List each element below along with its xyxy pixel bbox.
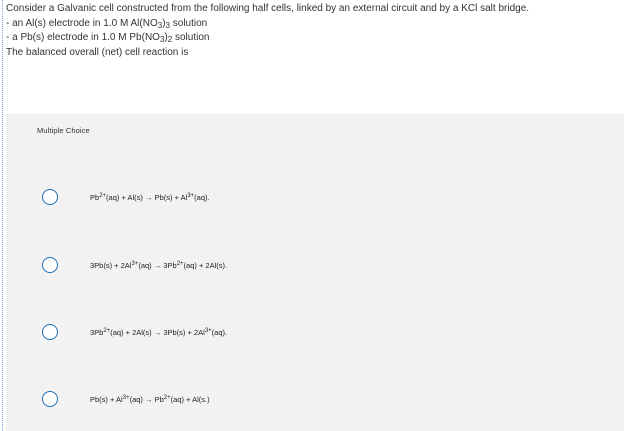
half-cell-2-suffix: solution	[172, 32, 210, 44]
radio-button-a[interactable]	[42, 189, 58, 205]
radio-button-d[interactable]	[42, 391, 58, 407]
choice-a-sup: 3+	[187, 192, 195, 199]
half-cell-2-subscript-a: 3	[159, 35, 165, 45]
choice-text-d	[90, 395, 210, 404]
question-stem	[6, 2, 616, 60]
half-cell-1-suffix: solution	[169, 17, 208, 29]
choice-text-c	[90, 328, 227, 337]
choice-b-sup: 3+	[131, 260, 139, 267]
choice-a-part: (aq).	[194, 192, 210, 202]
question-prompt: The balanced overall (net) cell reaction is	[6, 46, 189, 58]
choice-b-part: (aq) + 2Al(s).	[183, 260, 228, 270]
choice-option-c[interactable]	[6, 308, 624, 356]
choice-d-part: Pb(s) + Al	[90, 394, 123, 404]
choice-c-part: 3Pb	[90, 327, 104, 337]
half-cell-2	[6, 31, 616, 46]
choice-option-a[interactable]	[6, 173, 624, 221]
half-cell-2-prefix: - a Pb(s) electrode in 1.0 M Pb(NO	[6, 32, 160, 44]
choice-b-sup: 2+	[176, 260, 184, 267]
half-cell-1	[6, 17, 616, 32]
choice-a-sup: 2+	[99, 192, 107, 199]
half-cell-2-subscript-b: 2	[167, 35, 173, 45]
left-border	[2, 0, 3, 431]
radio-button-c[interactable]	[42, 324, 58, 340]
choice-a-part: (aq) + Al(s) → Pb(s) + Al	[106, 192, 188, 202]
choice-d-part: (aq) → Pb	[129, 394, 164, 404]
half-cell-1-subscript-a: 3	[157, 20, 163, 30]
choice-d-part: (aq) + Al(s.)	[170, 394, 210, 404]
choice-c-sup: 2+	[103, 327, 111, 334]
choice-c-part: (aq).	[211, 327, 228, 337]
question-intro: Consider a Galvanic cell constructed from the following half cells, linked by an external circuit and by a KCl salt bridge.	[6, 3, 530, 14]
half-cell-2-paren: )	[164, 32, 168, 44]
radio-button-b[interactable]	[42, 257, 58, 273]
half-cell-1-prefix: - an Al(s) electrode in 1.0 M Al(NO	[6, 17, 158, 29]
choice-b-part: 3Pb(s) + 2Al	[90, 260, 132, 270]
half-cell-1-paren: )	[162, 17, 166, 29]
half-cell-1-subscript-b: 3	[165, 20, 170, 30]
choice-a-part: Pb	[90, 192, 100, 202]
choice-option-d[interactable]	[6, 375, 624, 423]
choice-c-part: (aq) + 2Al(s) → 3Pb(s) + 2Al	[110, 327, 205, 337]
choice-b-part: (aq) → 3Pb	[138, 260, 177, 270]
choice-option-b[interactable]	[6, 241, 624, 289]
choice-d-sup: 2+	[163, 394, 171, 401]
choice-d-sup: 3+	[122, 394, 130, 401]
multiple-choice-label: Multiple Choice	[37, 126, 90, 135]
choice-c-sup: 3+	[204, 327, 212, 334]
choice-text-a	[90, 193, 210, 202]
choice-text-b	[90, 261, 227, 270]
